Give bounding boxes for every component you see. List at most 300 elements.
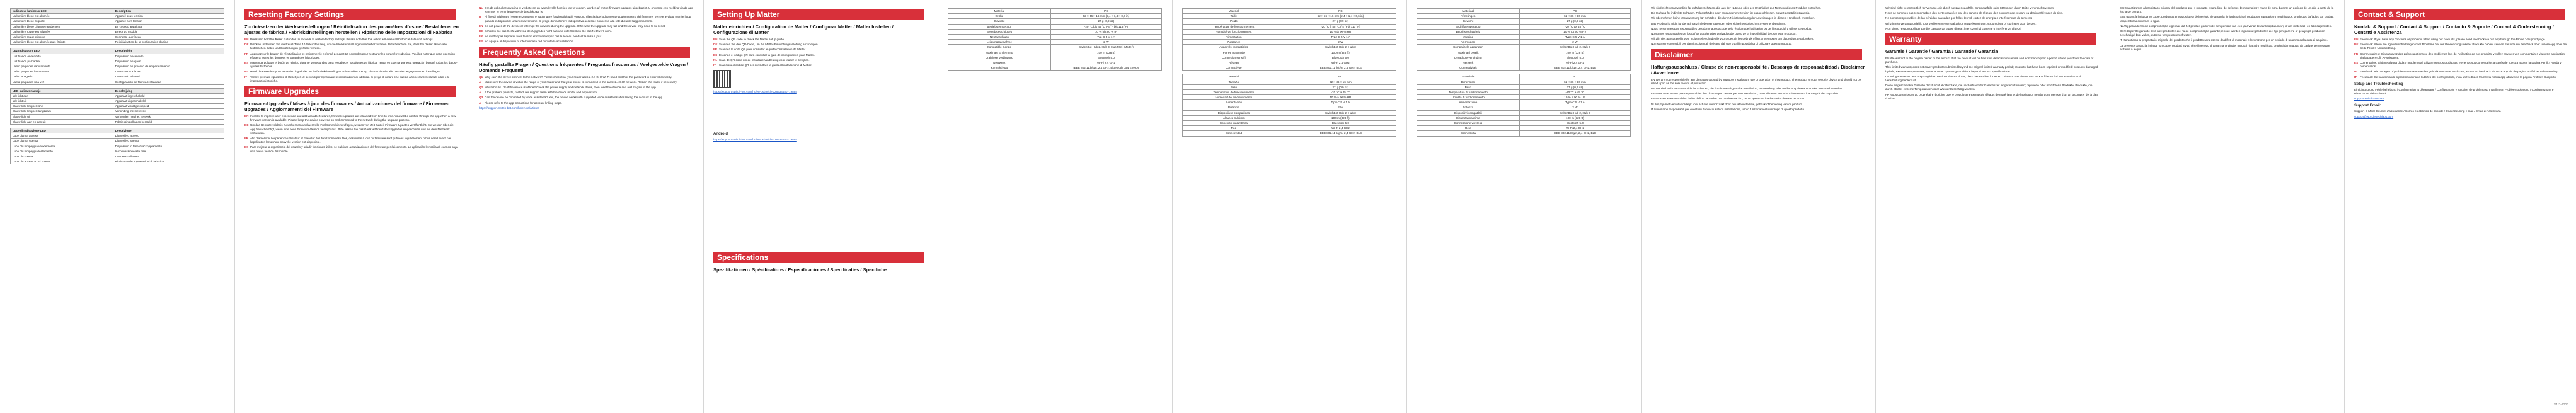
- table-row: [11, 149, 224, 154]
- paragraph: FR Nous garantissons au propriétaire d’origine que le produit sera exempt de défauts de matériaux et de fabrication pendant une période d’un an à compter de la date d’achat.: [1885, 93, 2099, 100]
- table-cell: Blauw licht knippert snel: [11, 104, 113, 109]
- table-cell: Bedrijfstemperatuur: [1417, 24, 1520, 29]
- item-text: What should I do if the device is offline? Check the power supply and network status, then reset the device and add it again in the app.: [485, 86, 657, 89]
- item-label: NL: [713, 58, 718, 62]
- table-row: [948, 19, 1162, 24]
- item-label: DE: [713, 43, 718, 47]
- spec-table-column-2: [1182, 6, 1396, 140]
- table-row: [11, 159, 224, 164]
- item-text: Mantenga pulsado el botón de reinicio durante 10 segundos para restablecer los ajustes de fábrica. Tenga en cuenta que esta operación borrará todos los datos y ajustes históricos.: [250, 61, 458, 69]
- item-text: Houd de Reset-knop 10 seconden ingedrukt om de fabrieksinstellingen te herstellen. Let op: deze actie wist alle historische gegevens en instellingen.: [250, 70, 442, 74]
- paragraph: FR Nous ne sommes pas responsables des dommages causés par une installation, une utilisation ou un fonctionnement inapproprié de ce produit.: [1651, 92, 1839, 96]
- table-cell: Betriebsfeuchtigkeit: [948, 29, 1051, 34]
- list-item: [244, 115, 459, 122]
- item-text: Scan de QR-code om de installatiehandleiding voor Matter te bekijken.: [719, 58, 810, 62]
- table-cell: Connectivité: [1183, 65, 1285, 71]
- table-row: [1183, 40, 1396, 45]
- table-cell: IEEE 802.11 b/g/n, 2,4 GHz, BLE: [1519, 131, 1630, 136]
- table-cell: Wit licht aan: [11, 93, 113, 98]
- table-cell: La lumière rouge est allumée: [11, 29, 113, 34]
- item-label: ES: [479, 40, 483, 43]
- list-item: [244, 61, 459, 69]
- table-cell: Netzanschluss: [948, 34, 1051, 39]
- table-cell: 27 g (0,9 oz): [1285, 19, 1396, 24]
- list-item: [2354, 61, 2568, 69]
- table-cell: -20 °C à 45 °C (-4 °F à 113 °F): [1285, 24, 1396, 29]
- item-text: Scan the QR code to check the Matter setup guide.: [719, 38, 785, 41]
- table-cell: Dispositivos compatibles: [1183, 110, 1285, 115]
- table-cell: Appareil hors tension: [113, 19, 224, 24]
- table-cell: SwitchBot Hub 2, Hub 3: [1285, 110, 1396, 115]
- table-row: [948, 55, 1162, 60]
- matter-section-title: Setting Up Matter: [713, 9, 924, 20]
- paragraph: EN We are not responsible for any damages caused by improper installation, use or operation of this product. The product is not a security device and should not be relied upon as the sole means of protection.: [1651, 77, 1861, 85]
- table-cell: Dispositivo en proceso de emparejamiento: [113, 64, 224, 69]
- column-divider: [1875, 0, 1876, 413]
- table-cell: Dispositivo acceso: [113, 133, 224, 139]
- table-row: [1417, 105, 1631, 110]
- table-row: [1183, 24, 1396, 29]
- table-cell: Distanza massima: [1417, 115, 1520, 120]
- item-label: DE: [244, 43, 249, 47]
- table-row: [948, 9, 1162, 14]
- item-label: FR: [713, 48, 718, 52]
- firmware-subtitle: Firmware-Upgrades / Mises à jour des firmwares / Actualizaciones del firmware / Firmware-upgrades / Aggiornamenti del Firmware: [244, 101, 449, 113]
- table-row: [948, 65, 1162, 71]
- android-heading: Android: [713, 132, 728, 137]
- table-cell: Material: [948, 9, 1051, 14]
- table-row: [11, 14, 224, 19]
- paragraph: La presente garanzia limitata non copre: prodotti inviati oltre il periodo di garanzia originale; prodotti riparati o modificati; prodotti danneggiati da cadute, temperature estreme o acqua.: [2120, 43, 2330, 51]
- table-cell: Réinitialisation de la configuration d’usine: [113, 40, 224, 45]
- list-item: [2354, 38, 2568, 42]
- table-header-cell: Descrizione: [113, 128, 224, 133]
- column-divider: [1406, 0, 1407, 413]
- table-cell: Materiaal: [1417, 9, 1520, 14]
- table-cell: Bluetooth 5.0: [1285, 55, 1396, 60]
- table-row: [1417, 110, 1631, 115]
- faq-link[interactable]: https://support.switch-bot.com/hc/en-us/articles: [479, 106, 539, 110]
- item-label: A: [479, 91, 481, 94]
- spec-table-column-3: [1417, 6, 1631, 140]
- list-item: [244, 52, 459, 60]
- table-cell: Conexión inalámbrica: [1183, 120, 1285, 125]
- item-text: Al fine di migliorare l’esperienza utente e aggiungere funzionalità utili, vengono rilasciati periodicamente aggiornamenti del firmware. Verrete avvisati tramite l’app quando è disponibile una nuova versione. Si prega di mantenere il dispositivo acceso e connesso alla rete durante l’aggiornamento.: [485, 15, 691, 23]
- table-cell: 27 g (0,9 oz): [1519, 19, 1630, 24]
- table-cell: Vermogen: [1417, 40, 1520, 45]
- table-cell: Luce bianca accesa: [11, 133, 113, 139]
- item-text: Please refer to the app instructions for account linking steps.: [485, 101, 562, 105]
- item-label: NL: [479, 6, 483, 9]
- table-cell: Afmetingen: [1417, 14, 1520, 19]
- table-cell: Peso: [1417, 84, 1520, 89]
- item-text: Why can’t the device connect to the network? Please check that your router uses a 2.4 GHz Wi-Fi band and that the password is entered correctly.: [485, 75, 672, 79]
- table-cell: Bluetooth 5.0: [1519, 120, 1630, 125]
- paragraph: NL Wij garanderen de oorspronkelijke eigenaar dat het product gedurende een periode van één jaar vanaf de aankoopdatum vrij is van materiaal- en fabricagefouten.: [2120, 24, 2332, 28]
- table-cell: 10 % bis 90 % rF: [1050, 29, 1161, 34]
- item-text: If the problem persists, contact our support team with the device model and app version.: [485, 91, 598, 94]
- item-label: ES: [244, 61, 249, 65]
- table-cell: Gewicht: [948, 19, 1051, 24]
- table-cell: Humidité de fonctionnement: [1183, 29, 1285, 34]
- item-label: FR: [479, 35, 483, 38]
- list-item: [244, 38, 459, 42]
- column-divider: [2344, 0, 2345, 413]
- item-text: In order to improve user experience and add valuable features, firmware updates are released from time to time. You will be notified through the app when a new firmware version is available. Please keep the device powered on and connected to the network during the upgrade process.: [250, 115, 456, 122]
- support-email-text: Support-E-Mail / Courriel d’assistance / Correo electrónico de soporte / Ondersteuning e-mail / Email di Assistenza: [2354, 110, 2501, 113]
- table-cell: La luz parpadea una vez: [11, 79, 113, 84]
- table-cell: Alimentazione: [1417, 100, 1520, 105]
- table-row: [11, 19, 224, 24]
- item-text: Press and hold the Reset button for 10 seconds to restore factory settings. Please note that this action will erase all historical data and settings.: [250, 38, 434, 41]
- table-cell: 2 W: [1285, 40, 1396, 45]
- table-cell: Poids: [1183, 19, 1285, 24]
- table-cell: 62 × 36 × 16 mm: [1519, 79, 1630, 84]
- table-row: [11, 54, 224, 59]
- table-cell: Netwerk: [1417, 60, 1520, 65]
- contact-column: [2354, 6, 2568, 119]
- table-header-row: [11, 48, 224, 54]
- firmware-section-title: Firmware Upgrades: [244, 86, 456, 97]
- spec-table: [948, 8, 1162, 71]
- contact-section-title: Contact & Support: [2354, 9, 2565, 20]
- table-row: [1417, 45, 1631, 50]
- table-header-cell: Descripción: [113, 48, 224, 54]
- list-item: [244, 123, 459, 135]
- table-row: [11, 59, 224, 64]
- paragraph: Diese eingeschränkte Garantie deckt nicht ab: Produkte, die nach Ablauf der Garantiezeit eingereicht werden; reparierte oder modifizierte Produkte; Produkte, die durch Stürze, extreme Temperaturen oder Wasser beschädigt wurden.: [1885, 84, 2093, 91]
- paragraph: Deze beperkte garantie dekt niet: producten die na de oorspronkelijke garantieperiode worden ingediend; producten die zijn gerepareerd of gewijzigd; producten beschadigd door vallen, extreme temperaturen of water.: [2120, 30, 2325, 37]
- table-cell: Bedrijfsvochtigheid: [1417, 29, 1520, 34]
- table-cell: Luce blu accesa e poi spenta: [11, 159, 113, 164]
- list-item: [713, 54, 928, 57]
- table-cell: -20 °C a 45 °C: [1519, 89, 1630, 94]
- table-cell: Wi-Fi 2,4 GHz: [1285, 60, 1396, 65]
- list-item: [479, 6, 693, 14]
- table-row: [1183, 45, 1396, 50]
- table-cell: La lumière rouge clignote: [11, 34, 113, 39]
- table-row: [1417, 34, 1631, 39]
- table-cell: Luce bianca spenta: [11, 139, 113, 144]
- table-row: [1183, 55, 1396, 60]
- table-row: [1183, 115, 1396, 120]
- table-row: [1417, 50, 1631, 55]
- table-row: [1417, 120, 1631, 125]
- table-row: [1183, 84, 1396, 89]
- table-cell: Dispositivo spento: [113, 139, 224, 144]
- spec-subtitle: Spezifikationen / Spécifications / Especificaciones / Specificaties / Specifiche: [713, 266, 887, 273]
- table-cell: Connesso alla rete: [113, 154, 224, 159]
- list-item: [2354, 70, 2568, 74]
- item-label: IT: [244, 75, 248, 79]
- table-cell: La luz parpadea rápidamente: [11, 64, 113, 69]
- spec-table: [1182, 8, 1396, 71]
- table-cell: La luz apagada: [11, 74, 113, 79]
- table-cell: PC: [1285, 9, 1396, 14]
- liability-continued: [1885, 6, 2100, 31]
- table-row: [948, 45, 1162, 50]
- list-item: [479, 25, 693, 28]
- item-label: EN: [244, 38, 249, 41]
- item-label: IT: [713, 64, 716, 67]
- paragraph: EN We warrant to the original owner of the product that the product will be free from defects in materials and workmanship for a period of one year from the date of purchase.: [1885, 57, 2094, 64]
- table-cell: Wit licht uit: [11, 99, 113, 104]
- list-item: [479, 81, 693, 84]
- table-cell: Blauw licht uit: [11, 114, 113, 119]
- table-cell: 100 m (328 ft): [1285, 50, 1396, 55]
- table-cell: Gewicht: [1417, 19, 1520, 24]
- paragraph: Esta garantía limitada no cubre: productos enviados fuera del período de garantía limitada original; productos reparados o modificados; productos dañados por caídas, temperaturas extremas o agua.: [2120, 15, 2334, 23]
- table-cell: 62 × 36 × 16 mm: [1285, 79, 1396, 84]
- list-item: [244, 145, 459, 153]
- table-cell: Conectado a la red: [113, 74, 224, 79]
- table-cell: Bluetooth 5.0: [1050, 55, 1161, 60]
- contact-list: [2354, 38, 2568, 79]
- paragraph: No somos responsables de las pérdidas causadas por fallos de red, cortes de energía o interferencias de terceros.: [1885, 16, 2033, 20]
- table-row: [11, 99, 224, 104]
- table-header-cell: Indicateur lumineux LED: [11, 9, 113, 14]
- android-link[interactable]: https://support.switch-bot.com/hc/en-us/articles/26534480719895: [713, 138, 797, 142]
- table-cell: 10 % a 90 % UR: [1519, 95, 1630, 100]
- item-text: Schalten Sie das Gerät während des Upgrades nicht aus und unterbrechen Sie das Netzwerk nicht.: [485, 30, 612, 33]
- faq-column: [479, 6, 693, 110]
- item-text: Tenere premuto il pulsante di Reset per 10 secondi per ripristinare le impostazioni di fabbrica. Si prega di notare che questa azione cancellerà tutti i dati e le impostazioni storiche.: [250, 75, 450, 82]
- table-cell: Fabrieksinstellingen hersteld: [113, 119, 224, 124]
- table-cell: En cours d’appairage: [113, 24, 224, 29]
- table-cell: Appareils compatibles: [1183, 45, 1285, 50]
- table-cell: 27 g (0,9 oz): [1050, 19, 1161, 24]
- item-label: DE: [479, 30, 483, 33]
- table-row: [948, 24, 1162, 29]
- list-item: [479, 96, 693, 99]
- table-cell: Materiale: [1417, 74, 1520, 79]
- list-item: [479, 40, 693, 43]
- table-cell: 100 m (328 ft): [1285, 115, 1396, 120]
- warranty-continued-column: [2120, 6, 2334, 53]
- table-cell: -20 °C bis 45 °C (-4 °F bis 113 °F): [1050, 24, 1161, 29]
- table-cell: Appareil sous tension: [113, 14, 224, 19]
- table-cell: Type-C 5 V 1 A: [1519, 34, 1630, 39]
- table-cell: Humedad de funcionamiento: [1183, 95, 1285, 100]
- table-row: [11, 69, 224, 74]
- table-cell: Wi-Fi 2,4 GHz: [1285, 126, 1396, 131]
- item-text: Appuyez sur le bouton de réinitialisation et maintenez-le enfoncé pendant 10 secondes pour restaurer les paramètres d’usine. Veuillez noter que cette opération effacera toutes les données et paramètres historiques.: [250, 52, 456, 59]
- faq-section-title: Frequently Asked Questions: [479, 47, 690, 58]
- table-cell: Konnektivität: [948, 65, 1051, 71]
- table-row: [1417, 14, 1631, 19]
- table-row: [11, 133, 224, 139]
- table-cell: 10 % a 90 % HR: [1285, 95, 1396, 100]
- table-cell: 62 × 36 × 16 mm (2,4 × 1,4 × 0,6 in): [1285, 14, 1396, 19]
- table-row: [11, 154, 224, 159]
- table-cell: 100 m (328 ft): [1050, 50, 1161, 55]
- table-row: [11, 24, 224, 29]
- table-row: [948, 34, 1162, 39]
- disclaimer-section-title: Disclaimer: [1651, 49, 1862, 60]
- warranty-column: [1885, 6, 2100, 102]
- table-row: [1417, 40, 1631, 45]
- table-row: [1417, 95, 1631, 100]
- paragraph: This limited warranty does not cover: products submitted beyond the original limited warranty period; products that have been repaired or modified; products damaged by falls, extreme temperatures, water or other operating conditions beyond product specifications.: [1885, 65, 2098, 73]
- list-item: [2354, 43, 2568, 50]
- table-row: [11, 74, 224, 79]
- table-row: [1417, 115, 1631, 120]
- table-row: [948, 14, 1162, 19]
- table-cell: La lumière bleue est allumée: [11, 14, 113, 19]
- table-cell: 10 % à 90 % HR: [1285, 29, 1396, 34]
- support-email-link[interactable]: support@wondertechlabs.com: [2354, 115, 2394, 118]
- item-label: ES: [713, 53, 718, 57]
- table-cell: Portée maximale: [1183, 50, 1285, 55]
- table-row: [11, 29, 224, 34]
- setup-heading: Setup and Troubleshooting: [2354, 82, 2403, 86]
- table-header-cell: Beschrijving: [113, 88, 224, 93]
- table-header-row: [11, 9, 224, 14]
- led-indicator-column: [10, 6, 224, 167]
- table-cell: IEEE 802.11 b/g/n, 2,4 GHz, BLE: [1285, 131, 1396, 136]
- table-cell: Connessione wireless: [1417, 120, 1520, 125]
- matter-link[interactable]: https://support.switch-bot.com/hc/en-us/articles/26534480719895: [713, 90, 797, 94]
- table-cell: Maximale Entfernung: [948, 50, 1051, 55]
- table-row: [1417, 131, 1631, 136]
- table-row: [11, 119, 224, 124]
- firmware-continued-list: [479, 6, 693, 44]
- item-text: Scannen Sie den QR-Code, um die Matter-Einrichtungsanleitung anzuzeigen.: [719, 43, 819, 47]
- spec-table: [1417, 74, 1631, 136]
- list-item: [479, 15, 693, 23]
- table-cell: Wi-Fi 2,4 GHz: [1050, 60, 1161, 65]
- faq-list: [479, 76, 693, 105]
- table-row: [1183, 34, 1396, 39]
- table-cell: Dispositivo in fase di accoppiamento: [113, 144, 224, 149]
- disclaimer-paragraphs: [1651, 78, 1865, 111]
- table-row: [11, 79, 224, 84]
- table-cell: Taille: [1183, 14, 1285, 19]
- table-cell: Wi-Fi 2,4 GHz: [1519, 126, 1630, 131]
- paragraph: Wir sind nicht verantwortlich für zufällige Schäden, die aus der Nutzung oder der Unfähigkeit zur Nutzung dieses Produkts entstehen.: [1651, 6, 1822, 9]
- table-cell: Umidità di funzionamento: [1417, 95, 1520, 100]
- table-row: [1183, 9, 1396, 14]
- spec-table: [10, 128, 224, 164]
- paragraph: ES Garantizamos al propietario original del producto que el producto estará libre de defectos de materiales y mano de obra durante un período de un año a partir de la fecha de compra.: [2120, 6, 2334, 14]
- firmware-list: [244, 115, 459, 154]
- table-cell: La lumière bleue clignote: [11, 19, 113, 24]
- item-text: No apague el dispositivo ni interrumpa la red durante la actualización.: [485, 40, 574, 43]
- table-cell: Draadloze verbinding: [1417, 55, 1520, 60]
- table-row: [948, 50, 1162, 55]
- table-row: [1417, 100, 1631, 105]
- table-cell: -20 °C a 45 °C: [1285, 89, 1396, 94]
- item-text: Can the device be controlled by voice assistants? Yes, the device works with supported voice assistants after linking the account in the app.: [485, 96, 664, 99]
- table-cell: SwitchBot Hub 2, Hub 3, Hub Mini (Matter): [1050, 45, 1161, 50]
- table-row: [1183, 100, 1396, 105]
- paragraph: Das Produkt ist nicht für den Einsatz in lebenserhaltenden oder sicherheitskritischen Systemen bestimmt.: [1651, 21, 1786, 25]
- table-cell: Voeding: [1417, 34, 1520, 39]
- table-cell: Material: [1183, 9, 1285, 14]
- table-header-cell: Description: [113, 9, 224, 14]
- table-row: [1417, 55, 1631, 60]
- table-header-cell: LED-indicatorlampje: [11, 88, 113, 93]
- disclaimer-subtitle: Haftungsausschluss / Clause de non-responsabilité / Descargo de responsabilidad / Disclaimer / Avvertenze: [1651, 64, 1865, 76]
- table-cell: Alimentación: [1183, 100, 1285, 105]
- table-row: [1183, 65, 1396, 71]
- table-cell: Alcance máximo: [1183, 115, 1285, 120]
- paragraph: Wij zijn niet verantwoordelijk voor verliezen veroorzaakt door netwerkstoringen, stroomuitval of storingen door derden.: [1885, 21, 2037, 25]
- paragraph: Nous ne sommes pas responsables des dommages accidentels résultant de l’utilisation ou de l’incapacité d’utiliser ce produit.: [1651, 26, 1812, 30]
- item-label: NL: [2354, 70, 2359, 74]
- table-cell: Rete: [1417, 126, 1520, 131]
- table-cell: Potencia: [1183, 105, 1285, 110]
- table-cell: 100 m (328 ft): [1519, 115, 1630, 120]
- list-item: [2354, 52, 2568, 60]
- table-row: [11, 144, 224, 149]
- table-cell: Peso: [1183, 84, 1285, 89]
- table-row: [1183, 120, 1396, 125]
- setup-text: Einrichtung und Fehlerbehebung / Configuration et dépannage / Configuración y solución de problemas / Instellen en Probleemoplossing / Configurazione e Risoluzione dei Problemi: [2354, 88, 2554, 96]
- setup-link[interactable]: support.switch-bot.com: [2354, 97, 2384, 101]
- table-cell: Blauw licht aan en dan uit: [11, 119, 113, 124]
- table-cell: PC: [1285, 74, 1396, 79]
- item-label: Q1: [479, 75, 483, 79]
- paragraph: Wij zijn niet aansprakelijk voor incidentele schade die voortvloeit uit het gebruik of het onvermogen om dit product te gebruiken.: [1651, 37, 1814, 41]
- qr-code-icon: [713, 70, 731, 88]
- matter-setup-column: [713, 6, 928, 275]
- list-item: [713, 43, 928, 47]
- list-item: [244, 43, 459, 50]
- table-cell: 62 × 36 × 16 mm (2,4 × 1,4 × 0,6 in): [1050, 14, 1161, 19]
- table-cell: PC: [1519, 9, 1630, 14]
- item-label: DE: [244, 123, 249, 127]
- item-label: ES: [244, 145, 249, 149]
- item-text: Make sure the device is within the range of your router and that your phone is connected to the same 2.4 GHz network. Restart the router if necessary.: [485, 80, 677, 84]
- list-item: [479, 91, 693, 94]
- item-label: Q2: [479, 86, 483, 89]
- table-cell: Maximaal bereik: [1417, 50, 1520, 55]
- table-cell: 27 g (0,9 oz): [1285, 84, 1396, 89]
- item-label: A: [479, 101, 481, 105]
- table-cell: Potenza: [1417, 105, 1520, 110]
- table-cell: IEEE 802.11 b/g/n, 2,4 GHz, BLE: [1519, 65, 1630, 71]
- table-cell: Puissance: [1183, 40, 1285, 45]
- column-divider: [234, 0, 235, 413]
- table-cell: Température de fonctionnement: [1183, 24, 1285, 29]
- item-label: NL: [244, 70, 249, 74]
- table-cell: Tamaño: [1183, 79, 1285, 84]
- table-row: [1183, 50, 1396, 55]
- table-cell: 2 W: [1519, 40, 1630, 45]
- spec-table: [1182, 74, 1396, 136]
- paragraph: Die Haftung für indirekte Schäden, Folgeschäden oder entgangenen Gewinn ist ausgeschlossen, soweit gesetzlich zulässig.: [1651, 11, 1810, 15]
- table-cell: Ripristinato le impostazioni di fabbrica: [113, 159, 224, 164]
- table-cell: 2 W: [1519, 105, 1630, 110]
- table-cell: Luz blanca encendida: [11, 54, 113, 59]
- item-label: EN: [2354, 38, 2359, 41]
- warranty-subtitle: Garantie / Garantie / Garantía / Garantie / Garanzia: [1885, 48, 1998, 55]
- list-item: [244, 70, 459, 74]
- item-label: EN: [713, 38, 718, 41]
- table-cell: In connessione alla rete: [113, 149, 224, 154]
- column-divider: [1172, 0, 1173, 413]
- table-row: [1417, 9, 1631, 14]
- item-text: Escanee el código QR para consultar la guía de configuración para Matter.: [719, 53, 815, 57]
- table-cell: Connecté au réseau: [113, 34, 224, 39]
- table-cell: Erreur du module: [113, 29, 224, 34]
- table-row: [11, 64, 224, 69]
- table-row: [1417, 24, 1631, 29]
- table-row: [11, 104, 224, 109]
- table-cell: Netzwerk: [948, 60, 1051, 65]
- table-cell: Verbonden met het netwerk: [113, 114, 224, 119]
